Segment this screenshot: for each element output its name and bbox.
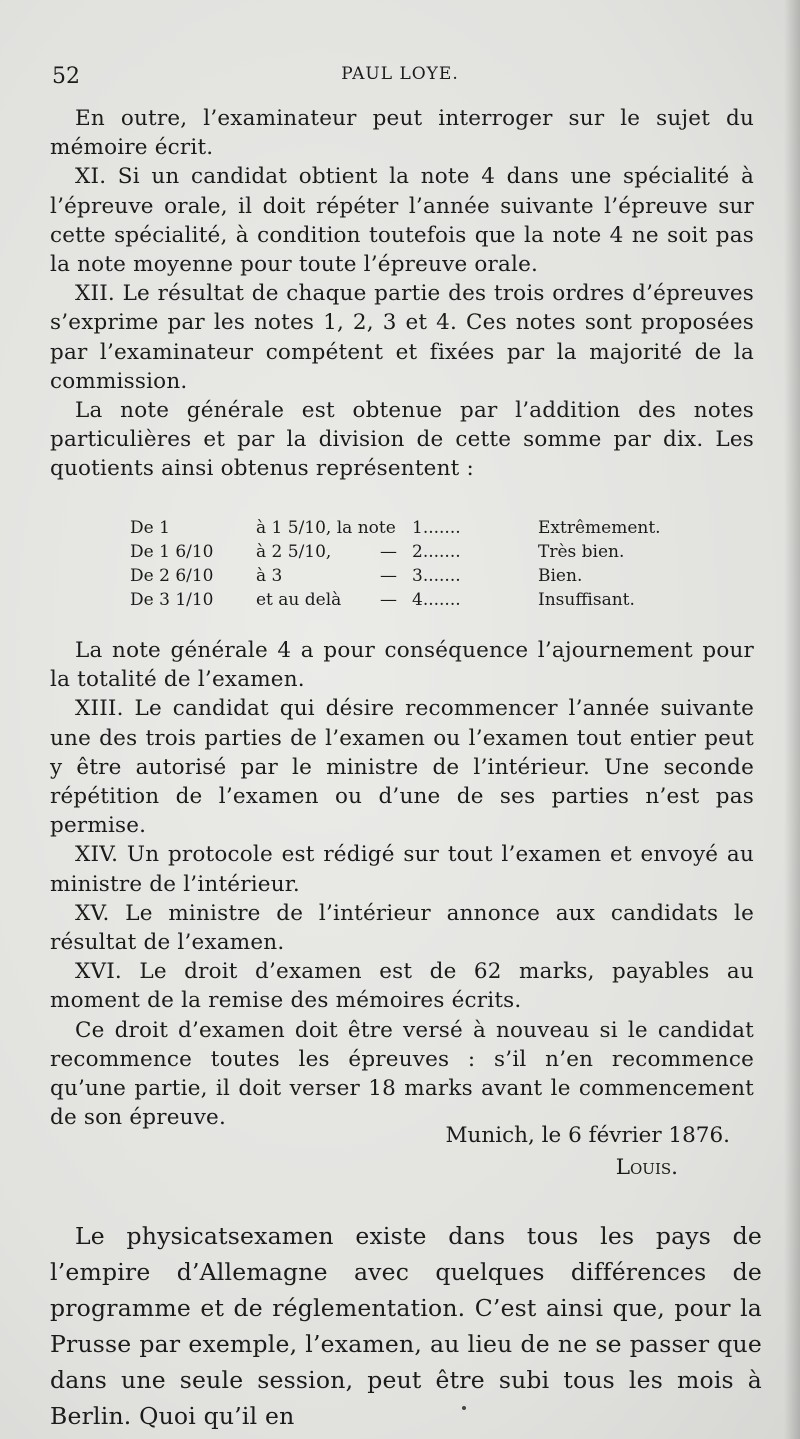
grade-to: et au delà <box>256 590 342 610</box>
grade-dash: — <box>380 590 397 610</box>
grade-to: à 1 5/10, la note <box>256 518 396 538</box>
grade-note: 1....... <box>412 518 461 538</box>
paragraph-article-xiii: XIII. Le candidat qui désire recommencer l’année suivante une des trois parties de l’examen ou l’examen tout entier peut y être autorisé par le ministre de l’intérieur. Une seconde répétition de l’examen ou d’une de ses parties n’est pas permise. <box>50 696 754 839</box>
grade-label: Bien. <box>538 566 583 586</box>
grade-note: 4....... <box>412 590 461 610</box>
grade-label: Extrêmement. <box>538 518 661 538</box>
grade-from: De 1 6/10 <box>130 542 214 562</box>
paragraph: La note générale est obtenue par l’addition des notes particulières et par la division de cette somme par dix. Les quotients ainsi obtenus représentent : <box>50 398 754 482</box>
grade-table <box>130 516 690 612</box>
paragraph-article-xv: XV. Le ministre de l’intérieur annonce aux candidats le résultat de l’examen. <box>50 900 754 956</box>
grade-row <box>130 588 690 612</box>
grade-note: 3....... <box>412 566 461 586</box>
text-block-top <box>50 104 754 484</box>
grade-label: Insuffisant. <box>538 590 635 610</box>
grade-label: Très bien. <box>538 542 625 562</box>
grade-row <box>130 516 690 540</box>
running-title: PAUL LOYE. <box>341 64 459 84</box>
grade-row <box>130 564 690 588</box>
grade-row <box>130 540 690 564</box>
page-edge-shadow <box>784 0 800 1439</box>
grade-note: 2....... <box>412 542 461 562</box>
paragraph: Le physicatsexamen existe dans tous les pays de l’empire d’Allemagne avec quelques différences de programme et de réglementation. C’est ainsi que, pour la Prusse par exemple, l’examen, au lieu de ne se passer que dans une seule session, peut être subi tous les mois à Berlin. Quoi qu’il en <box>50 1222 762 1430</box>
paragraph: En outre, l’examinateur peut interroger sur le sujet du mémoire écrit. <box>50 106 754 161</box>
paragraph-article-xii: XII. Le résultat de chaque partie des trois ordres d’épreuves s’exprime par les notes 1, 2, 3 et 4. Ces notes sont proposées par l’examinateur compétent et fixées par la majorité de la commission. <box>50 281 754 394</box>
paragraph-article-xi: XI. Si un candidat obtient la note 4 dans une spécialité à l’épreuve orale, il doit répéter l’année suivante l’épreuve sur cette spécialité, à condition toutefois que la note 4 ne soit pas la note moyenne pour toute l’épreuve orale. <box>50 164 754 278</box>
page-number: 52 <box>52 64 80 89</box>
grade-dash: — <box>380 542 397 562</box>
paragraph-article-xvi: XVI. Le droit d’examen est de 62 marks, payables au moment de la remise des mémoires écrits. <box>50 959 754 1014</box>
text-block-middle <box>50 636 754 1132</box>
grade-to: à 2 5/10, <box>256 542 332 562</box>
grade-from: De 3 1/10 <box>130 590 214 610</box>
signature-name: Louis. <box>615 1155 678 1180</box>
grade-dash: — <box>380 566 397 586</box>
ink-speck <box>462 1406 466 1410</box>
grade-from: De 2 6/10 <box>130 566 214 586</box>
grade-from: De 1 <box>130 518 170 538</box>
paragraph: Ce droit d’examen doit être versé à nouveau si le candidat recommence toutes les épreuves : s’il n’en recommence qu’une partie, il doit verser 18 marks avant le commencement de son épreuve. <box>50 1017 754 1131</box>
paragraph-article-xiv: XIV. Un protocole est rédigé sur tout l’examen et envoyé au ministre de l’intérieur. <box>50 842 754 897</box>
paragraph: La note générale 4 a pour conséquence l’ajournement pour la totalité de l’examen. <box>50 638 754 693</box>
grade-to: à 3 <box>256 566 283 586</box>
text-block-bottom <box>50 1218 762 1434</box>
running-head <box>50 60 750 90</box>
signature-place-date: Munich, le 6 février 1876. <box>445 1123 730 1148</box>
